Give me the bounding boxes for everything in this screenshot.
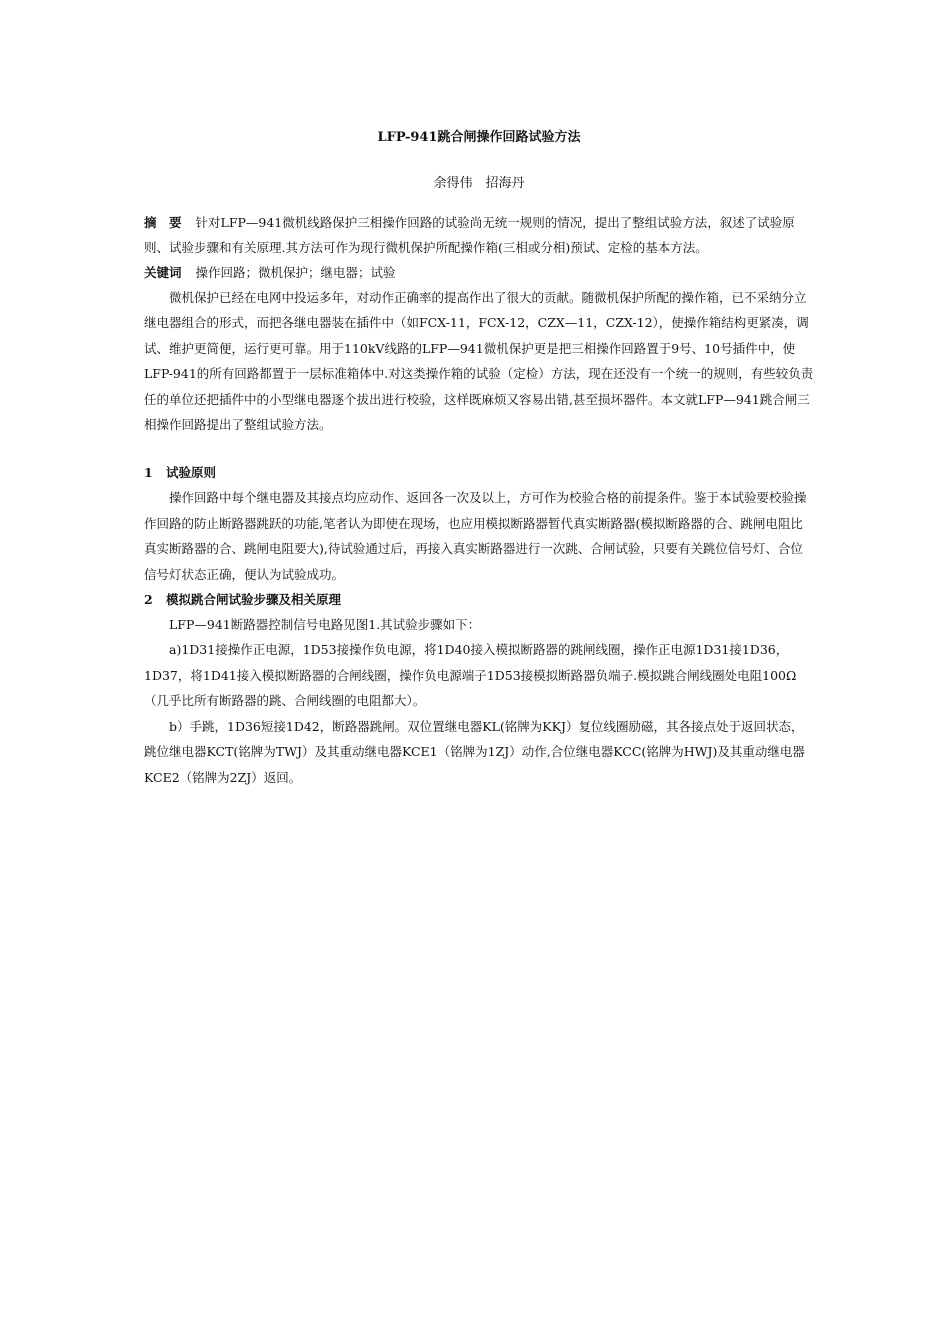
section-2-number: 2 [144, 592, 153, 608]
paper-title: LFP-941跳合闸操作回路试验方法 [377, 130, 581, 145]
section-2-paragraph-intro: LFP—941断路器控制信号电路见图1.其试验步骤如下： [169, 617, 481, 633]
intro-paragraph: 微机保护已经在电网中投运多年，对动作正确率的提高作出了很大的贡献。随微机保护所配的操作箱，已不采纳分立继电器组合的形式，而把各继电器装在插件中（如FCX-11，FCX-12，CZX—11，CZX-12），使操作箱结构更紧凑，调试、维护更简便，运行更可靠。用于110kV线路的LFP—941微机保护更是把三相操作回路置于9号、10号插件中，使LFP-941的所有回路都置于一层标准箱体中.对这类操作箱的试验（定检）方法，现在还没有一个统一的规则，有些较负责任的单位还把插件中的小型继电器逐个拔出进行校验，这样既麻烦又容易出错,甚至损坏器件。本文就LFP—941跳合闸三相操作回路提出了整组试验方法。 [144, 290, 814, 433]
paper-authors: 余得伟 招海丹 [433, 176, 525, 191]
section-2-paragraph-a: a)1D31接操作正电源，1D53接操作负电源，将1D40接入模拟断路器的跳闸线圈，操作正电源1D31接1D36，1D37，将1D41接入模拟断路器的合闸线圈，操作负电源端子1D53接模拟断路器负端子.模拟跳合闸线圈处电阻100Ω（几乎比所有断路器的跳、合闸线圈的电阻都大）。 [144, 642, 797, 709]
keywords-text: 操作回路；微机保护；继电器；试验 [195, 265, 396, 280]
section-1-paragraph: 操作回路中每个继电器及其接点均应动作、返回各一次及以上，方可作为校验合格的前提条件。鉴于本试验要校验操作回路的防止断路器跳跃的功能,笔者认为即使在现场，也应用模拟断路器暂代真实断路器(模拟断路器的合、跳闸电阻比真实断路器的合、跳闸电阻要大),待试验通过后，再接入真实断路器进行一次跳、合闸试验，只要有关跳位信号灯、合位信号灯状态正确，便认为试验成功。 [144, 490, 807, 582]
section-2-title: 模拟跳合闸试验步骤及相关原理 [166, 592, 342, 608]
section-2-paragraph-b: b）手跳，1D36短接1D42，断路器跳闸。双位置继电器KL(铭牌为KKJ）复位线圈励磁，其各接点处于返回状态，跳位继电器KCT(铭牌为TWJ）及其重动继电器KCE1（铭牌为1ZJ）动作,合位继电器KCC(铭牌为HWJ)及其重动继电器KCE2（铭牌为2ZJ）返回。 [144, 718, 805, 785]
keywords [144, 260, 814, 285]
section-1-title: 试验原则 [166, 465, 217, 481]
section-2-heading [144, 587, 814, 612]
abstract [144, 210, 814, 260]
keywords-label: 关键词 [144, 265, 182, 280]
abstract-text: 针对LFP—941微机线路保护三相操作回路的试验尚无统一规则的情况，提出了整组试验方法，叙述了试验原则、试验步骤和有关原理.其方法可作为现行微机保护所配操作箱(三相或分相)预试、定检的基本方法。 [144, 215, 795, 255]
document-page [144, 120, 814, 790]
abstract-label: 摘 要 [144, 215, 182, 230]
section-1-number: 1 [144, 465, 153, 481]
section-1-heading [144, 460, 814, 485]
